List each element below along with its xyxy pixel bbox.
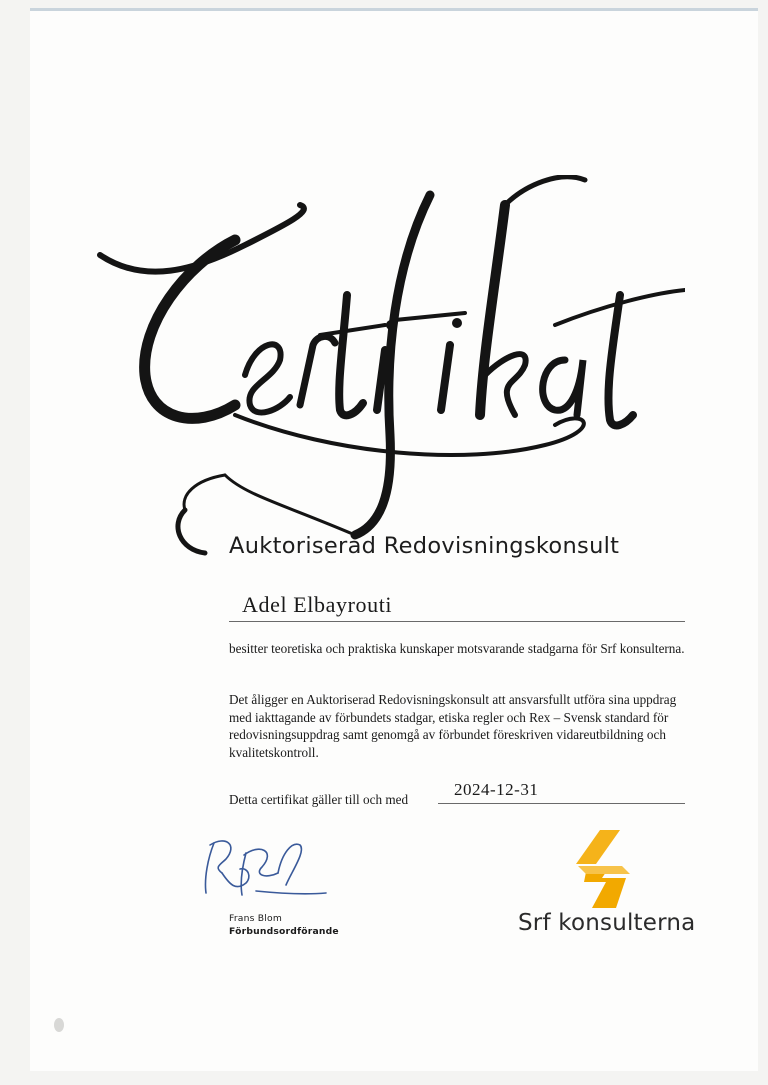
validity-label: Detta certifikat gäller till och med	[229, 792, 409, 807]
signatory-name: Frans Blom	[229, 913, 282, 924]
certificate-subtitle: Auktoriserad Redovisningskonsult	[229, 533, 620, 559]
valid-until-date: 2024-12-31	[454, 780, 539, 799]
signatory-role: Förbundsordförande	[229, 926, 339, 937]
date-underline	[438, 803, 685, 804]
calligraphic-title	[85, 175, 685, 575]
holder-name: Adel Elbayrouti	[242, 592, 393, 617]
name-underline	[229, 621, 685, 622]
obligation-paragraph: Det åligger en Auktoriserad Redovisningskonsult att ansvarsfullt utföra sina uppdrag med iakttagande av förbundets stadgar, etiska regler och Rex – Svensk standard för redovisningsuppdrag samt genomgå av förbundet föreskriven vidareutbildning och kvalitetskontroll.	[229, 692, 677, 760]
signature	[196, 833, 336, 903]
signatory-block	[229, 912, 339, 938]
srf-logo-text: Srf konsulterna	[518, 910, 696, 936]
srf-logo-icon	[572, 830, 632, 908]
competence-paragraph: besitter teoretiska och praktiska kunskaper motsvarande stadgarna för Srf konsulterna.	[229, 641, 685, 656]
paper-mark	[54, 1018, 64, 1032]
